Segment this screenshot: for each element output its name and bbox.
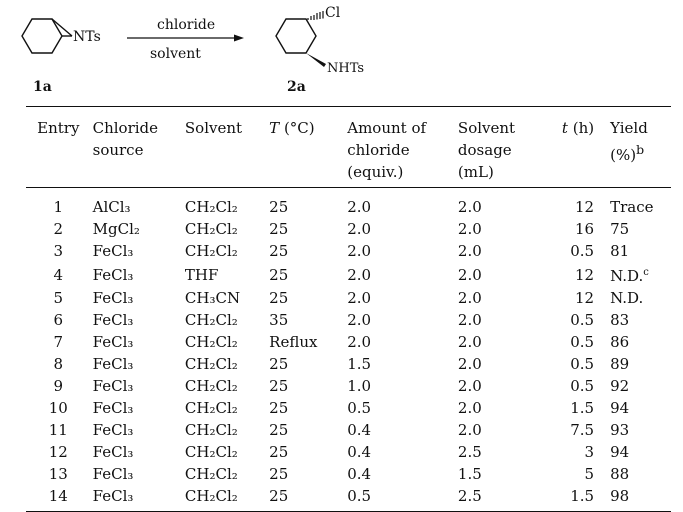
cell-solvent: CH₃CN <box>184 289 241 307</box>
cell-solvent: CH₂Cl₂ <box>184 220 238 238</box>
table-row <box>26 218 671 240</box>
reaction-scheme <box>0 0 683 100</box>
cell-time: 1.5 <box>570 399 595 417</box>
cell-entry: 9 <box>53 377 64 395</box>
cell-yield: N.D.$^c$ <box>610 267 649 285</box>
cell-time: 1.5 <box>538 485 608 512</box>
cell-temperature: 25 <box>267 485 345 512</box>
cell-time: 0.5 <box>570 311 595 329</box>
cell-entry: 1 <box>53 198 64 216</box>
cell-time: 7.5 <box>570 421 595 439</box>
cell-dosage: 2.0 <box>457 355 482 373</box>
cell-time: 5 <box>584 465 595 483</box>
table-row <box>26 353 671 375</box>
cell-yield: 75 <box>610 220 630 238</box>
table-row <box>26 287 671 309</box>
cell-chloride-source: FeCl₃ <box>92 377 134 395</box>
cell-time: 3 <box>584 443 595 461</box>
reagent-label: chloride <box>157 17 216 33</box>
cell-dosage: 2.0 <box>457 265 482 284</box>
header-yield: Yield (%)$^b$ <box>608 107 671 188</box>
cell-chloride-source: FeCl₃ <box>91 485 183 512</box>
product-label: 2a <box>287 79 306 95</box>
cell-temperature: 25 <box>269 289 289 307</box>
cell-amount: 0.5 <box>347 399 372 417</box>
cell-amount: 0.4 <box>347 443 372 461</box>
table-row <box>26 309 671 331</box>
cell-time: 0.5 <box>570 355 595 373</box>
cell-amount: 0.4 <box>347 465 372 483</box>
cell-temperature: 25 <box>269 220 289 238</box>
header-time: t (h) <box>538 107 608 188</box>
cell-dosage: 2.0 <box>457 289 482 307</box>
reactant-structure <box>22 19 72 53</box>
cell-temperature: 25 <box>269 465 289 483</box>
cell-temperature: 25 <box>269 242 289 260</box>
header-dosage: Solvent dosage (mL) <box>456 107 538 188</box>
header-entry: Entry <box>26 107 91 188</box>
cell-entry: 13 <box>48 465 68 483</box>
cell-dosage: 2.0 <box>457 311 482 329</box>
cell-entry: 3 <box>53 242 64 260</box>
header-temperature: T (°C) <box>267 107 345 188</box>
table-row <box>26 441 671 463</box>
table-row <box>26 331 671 353</box>
cell-amount: 0.4 <box>347 421 372 439</box>
table-row <box>26 240 671 262</box>
arrow-head-icon <box>234 35 244 42</box>
cell-solvent: CH₂Cl₂ <box>184 355 238 373</box>
reactant-label: 1a <box>33 79 52 95</box>
cell-time: 0.5 <box>570 242 595 260</box>
table-header-row <box>26 107 671 188</box>
product-structure <box>276 19 316 53</box>
cell-chloride-source: FeCl₃ <box>92 289 134 307</box>
cell-amount: 2.0 <box>347 311 372 329</box>
cell-solvent: CH₂Cl₂ <box>184 399 238 417</box>
cell-dosage: 2.0 <box>457 421 482 439</box>
cell-entry: 7 <box>53 333 64 351</box>
cell-dosage: 2.0 <box>457 399 482 417</box>
cell-dosage: 1.5 <box>457 465 482 483</box>
table-row <box>26 188 671 219</box>
table-row <box>26 463 671 485</box>
cell-chloride-source: AlCl₃ <box>92 198 131 216</box>
cell-time: 12 <box>575 265 595 284</box>
cell-solvent: CH₂Cl₂ <box>184 443 238 461</box>
cell-chloride-source: MgCl₂ <box>92 220 140 238</box>
cell-chloride-source: FeCl₃ <box>92 265 134 284</box>
cell-yield: 93 <box>610 421 630 439</box>
table-row <box>26 262 671 287</box>
cell-chloride-source: FeCl₃ <box>92 333 134 351</box>
cell-entry: 14 <box>26 485 91 512</box>
table-row <box>26 397 671 419</box>
cell-yield: Trace <box>610 198 654 216</box>
cell-temperature: 25 <box>269 355 289 373</box>
cell-temperature: Reflux <box>269 333 318 351</box>
optimization-table <box>26 106 671 512</box>
cell-time: 12 <box>575 198 595 216</box>
header-solvent: Solvent <box>183 107 267 188</box>
cell-chloride-source: FeCl₃ <box>92 421 134 439</box>
cell-yield: 88 <box>610 465 630 483</box>
reactant-group: NTs <box>73 29 101 45</box>
cell-solvent: CH₂Cl₂ <box>184 198 238 216</box>
cell-temperature: 25 <box>269 443 289 461</box>
cell-entry: 11 <box>48 421 68 439</box>
cell-temperature: 35 <box>269 311 289 329</box>
footnote-mark: c <box>643 267 649 278</box>
cell-amount: 2.0 <box>347 220 372 238</box>
cell-yield: 81 <box>610 242 630 260</box>
hashed-wedge <box>308 11 323 20</box>
cell-chloride-source: FeCl₃ <box>92 399 134 417</box>
cell-solvent: CH₂Cl₂ <box>184 311 238 329</box>
cell-amount: 0.5 <box>345 485 456 512</box>
cell-solvent: CH₂Cl₂ <box>184 333 238 351</box>
product-cl: Cl <box>325 5 341 21</box>
cell-entry: 12 <box>48 443 68 461</box>
cell-temperature: 25 <box>269 399 289 417</box>
cell-amount: 1.0 <box>347 377 372 395</box>
cell-amount: 2.0 <box>347 265 372 284</box>
cell-solvent: CH₂Cl₂ <box>184 465 238 483</box>
cell-yield: N.D. <box>610 289 644 307</box>
cell-dosage: 2.0 <box>457 220 482 238</box>
table-row <box>26 485 671 512</box>
cell-time: 0.5 <box>570 333 595 351</box>
cell-entry: 4 <box>53 265 64 284</box>
cell-chloride-source: FeCl₃ <box>92 465 134 483</box>
cell-solvent: CH₂Cl₂ <box>183 485 267 512</box>
cell-amount: 2.0 <box>347 333 372 351</box>
cell-yield: 94 <box>610 443 630 461</box>
cell-amount: 2.0 <box>347 242 372 260</box>
cell-temperature: 25 <box>269 265 289 284</box>
cell-entry: 2 <box>53 220 64 238</box>
cell-solvent: THF <box>184 265 219 284</box>
cell-entry: 10 <box>48 399 68 417</box>
cell-solvent: CH₂Cl₂ <box>184 377 238 395</box>
cell-chloride-source: FeCl₃ <box>92 443 134 461</box>
cell-yield: 94 <box>610 399 630 417</box>
bold-wedge <box>306 53 326 67</box>
cell-amount: 1.5 <box>347 355 372 373</box>
cell-chloride-source: FeCl₃ <box>92 355 134 373</box>
cell-temperature: 25 <box>269 198 289 216</box>
cell-chloride-source: FeCl₃ <box>92 242 134 260</box>
cell-solvent: CH₂Cl₂ <box>184 242 238 260</box>
cell-dosage: 2.0 <box>457 242 482 260</box>
cell-solvent: CH₂Cl₂ <box>184 421 238 439</box>
cell-time: 0.5 <box>570 377 595 395</box>
cell-yield: 98 <box>608 485 671 512</box>
cell-dosage: 2.5 <box>457 443 482 461</box>
cell-time: 16 <box>575 220 595 238</box>
cell-time: 12 <box>575 289 595 307</box>
cell-amount: 2.0 <box>347 289 372 307</box>
cell-temperature: 25 <box>269 377 289 395</box>
cell-dosage: 2.0 <box>457 198 482 216</box>
conditions-label: solvent <box>150 46 201 62</box>
header-amount: Amount of chloride (equiv.) <box>345 107 456 188</box>
table-row <box>26 375 671 397</box>
cell-dosage: 2.0 <box>457 377 482 395</box>
cell-chloride-source: FeCl₃ <box>92 311 134 329</box>
cell-yield: 86 <box>610 333 630 351</box>
cell-temperature: 25 <box>269 421 289 439</box>
cell-entry: 6 <box>53 311 64 329</box>
cell-yield: 89 <box>610 355 630 373</box>
cell-dosage: 2.0 <box>457 333 482 351</box>
cell-dosage: 2.5 <box>456 485 538 512</box>
header-chloride-source: Chloride source <box>91 107 183 188</box>
product-nh: NHTs <box>327 61 365 76</box>
cell-yield: 83 <box>610 311 630 329</box>
cell-entry: 8 <box>53 355 64 373</box>
cell-amount: 2.0 <box>347 198 372 216</box>
cell-yield: 92 <box>610 377 630 395</box>
table-row <box>26 419 671 441</box>
cell-entry: 5 <box>53 289 64 307</box>
